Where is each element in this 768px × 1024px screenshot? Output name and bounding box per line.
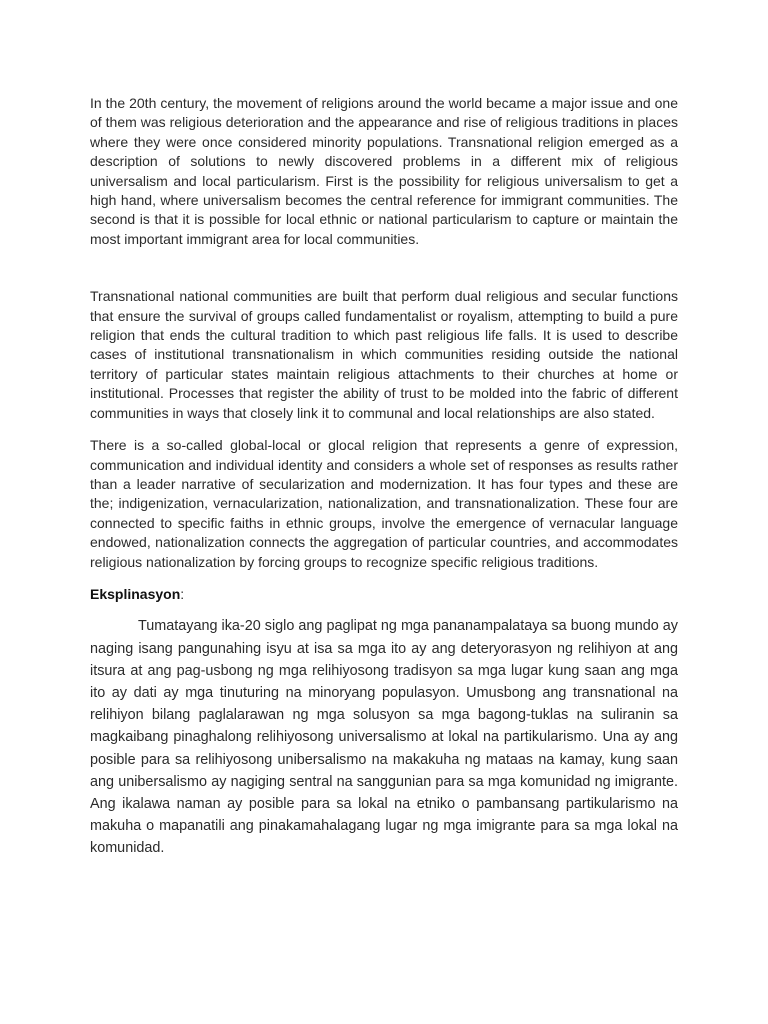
section-heading	[90, 585, 678, 604]
section-heading-colon: :	[180, 585, 185, 602]
document-body	[90, 94, 678, 860]
paragraph-explanation: Tumatayang ika-20 siglo ang paglipat ng mga pananampalataya sa buong mundo ay naging isang pangunahing isyu at isa sa mga ito ay ang deteryorasyon ng relihiyon at ang itsura at ang pag-usbong ng mga relihiyosong tradisyon sa mga lugar kung saan ang mga ito ay dati ay mga tinuturing na minoryang populasyon. Umusbong ang transnational na relihiyon bilang paglalarawan ng mga solusyon sa mga bagong-tuklas na suliranin sa magkaibang pinaghalong relihiyosong universalismo at lokal na partikularismo. Una ay ang posible para sa relihiyosong unibersalismo na makakuha ng mataas na kamay, kung saan ang unibersalismo ay nagiging sentral na sanggunian para sa mga komunidad ng imigrante. Ang ikalawa naman ay posible para sa lokal na etniko o pambansang partikularismo na makuha o mapanatili ang pinakamahalagang lugar ng mga imigrante para sa mga lokal na komunidad.	[90, 618, 678, 857]
paragraph-transnational-communities: Transnational national communities are built that perform dual religious and secular functions that ensure the survival of groups called fundamentalist or royalism, attempting to build a pure religion that ends the cultural tradition to which past religious life falls. It is used to describe cases of institutional transnationalism in which communities residing outside the national territory of particular states maintain religious attachments to their churches at home or institutional. Processes that register the ability of trust to be molded into the fabric of different communities in ways that closely link it to communal and local relationships are also stated.	[90, 288, 678, 421]
section-heading-text: Eksplinasyon	[90, 585, 181, 602]
paragraph-glocal-religion: There is a so-called global-local or glocal religion that represents a genre of expression, communication and individual identity and considers a whole set of responses as results rather than a leader narrative of secularization and modernization. It has four types and these are the; indigenization, vernacularization, nationalization, and transnationalization. These four are connected to specific faiths in ethnic groups, involve the emergence of vernacular language endowed, nationalization connects the aggregation of particular countries, and accommodates religious nationalization by forcing groups to recognize specific religious traditions.	[90, 437, 678, 570]
paragraph-transnational-religion: In the 20th century, the movement of religions around the world became a major issue and one of them was religious deterioration and the appearance and rise of religious traditions in places where they were once considered minority populations. Transnational religion emerged as a description of solutions to newly discovered problems in a different mix of religious universalism and local particularism. First is the possibility for religious universalism to get a high hand, where universalism becomes the central reference for immigrant communities. The second is that it is possible for local ethnic or national particularism to capture or maintain the most important immigrant area for local communities.	[90, 95, 678, 247]
